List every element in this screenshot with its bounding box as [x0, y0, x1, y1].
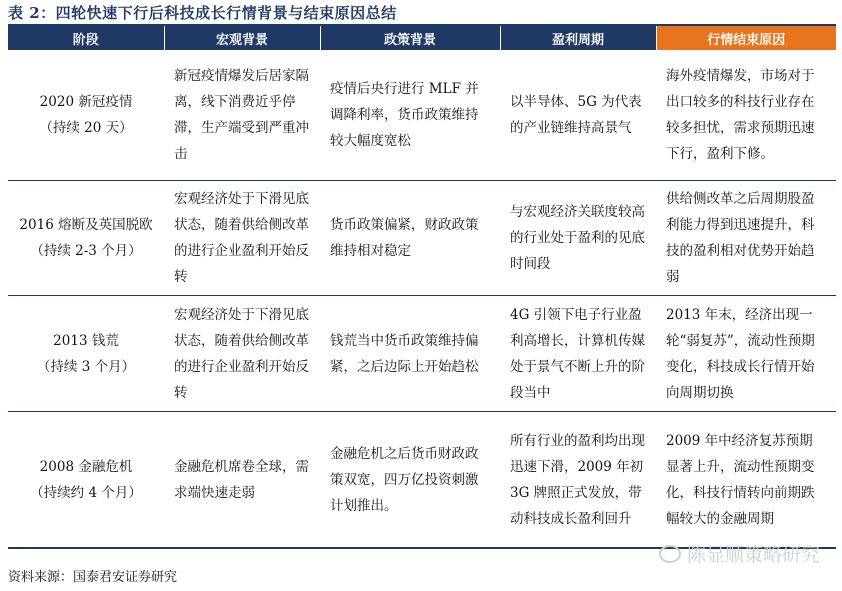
macro-cell: 宏观经济处于下滑见底状态，随着供给侧改革的进行企业盈利开始反转: [164, 181, 320, 296]
table-row: [8, 50, 836, 181]
summary-table: [8, 26, 836, 549]
header-row: [8, 26, 836, 50]
wechat-icon: [659, 545, 681, 563]
watermark: [659, 540, 820, 567]
end-reason-cell: 2009 年中经济复苏预期显著上升，流动性预期变化，科技行情转向前期跌幅较大的金融周期: [656, 412, 836, 549]
policy-cell: 金融危机之后货币财政政策双宽，四万亿投资刺激计划推出。: [320, 412, 500, 549]
header-phase: 阶段: [8, 26, 164, 50]
header-policy: 政策背景: [320, 26, 500, 50]
profit-cell: 以半导体、5G 为代表的产业链维持高景气: [500, 50, 656, 181]
phase-cell: [8, 50, 164, 181]
header-profit: 盈利周期: [500, 26, 656, 50]
phase-name: 2016 熔断及英国脱欧: [19, 217, 153, 233]
macro-cell: 新冠疫情爆发后居家隔离，线下消费近乎停滞，生产端受到严重冲击: [164, 50, 320, 181]
phase-name: 2008 金融危机: [39, 458, 133, 475]
end-reason-cell: 海外疫情爆发，市场对于出口较多的科技行业存在较多担忧，需求预期迅速下行，盈利下修。: [656, 50, 836, 181]
phase-cell: [8, 412, 164, 549]
table-title: 表 2：四轮快速下行后科技成长行情背景与结束原因总结: [8, 4, 397, 22]
end-reason-cell: 2013 年末，经济出现一轮“弱复苏”，流动性预期变化，科技成长行情开始向周期切换: [656, 296, 836, 412]
phase-name: 2020 新冠疫情: [39, 94, 133, 110]
header-end-reason: 行情结束原因: [656, 26, 836, 50]
policy-cell: 疫情后央行进行 MLF 并调降利率，货币政策维持较大幅度宽松: [320, 50, 500, 181]
policy-cell: 钱荒当中货币政策维持偏紧，之后边际上开始趋松: [320, 296, 500, 412]
phase-duration: （持续约 4 个月）: [30, 484, 142, 501]
end-reason-cell: 供给侧改革之后周期股盈利能力得到迅速提升，科技的盈利相对优势开始趋弱: [656, 181, 836, 296]
phase-cell: [8, 296, 164, 412]
macro-cell: 宏观经济处于下滑见底状态，随着供给侧改革的进行企业盈利开始反转: [164, 296, 320, 412]
source-note: 资料来源：国泰君安证券研究: [8, 570, 178, 585]
table-row: [8, 412, 836, 549]
table-row: [8, 296, 836, 412]
watermark-text: 陈显顺策略研究: [686, 544, 820, 566]
profit-cell: 4G 引领下电子行业盈利高增长，计算机传媒处于景气不断上升的阶段当中: [500, 296, 656, 412]
policy-cell: 货币政策偏紧，财政政策维持相对稳定: [320, 181, 500, 296]
phase-name: 2013 钱荒: [53, 332, 119, 349]
phase-duration: （持续 20 天）: [39, 120, 133, 136]
phase-duration: （持续 2-3 个月）: [30, 243, 142, 259]
table-row: [8, 181, 836, 296]
profit-cell: 所有行业的盈利均出现迅速下滑，2009 年初 3G 牌照正式发放，带动科技成长盈利回升: [500, 412, 656, 549]
macro-cell: 金融危机席卷全球，需求端快速走弱: [164, 412, 320, 549]
phase-duration: （持续 3 个月）: [36, 358, 136, 375]
profit-cell: 与宏观经济关联度较高的行业处于盈利的见底时间段: [500, 181, 656, 296]
phase-cell: [8, 181, 164, 296]
header-macro: 宏观背景: [164, 26, 320, 50]
